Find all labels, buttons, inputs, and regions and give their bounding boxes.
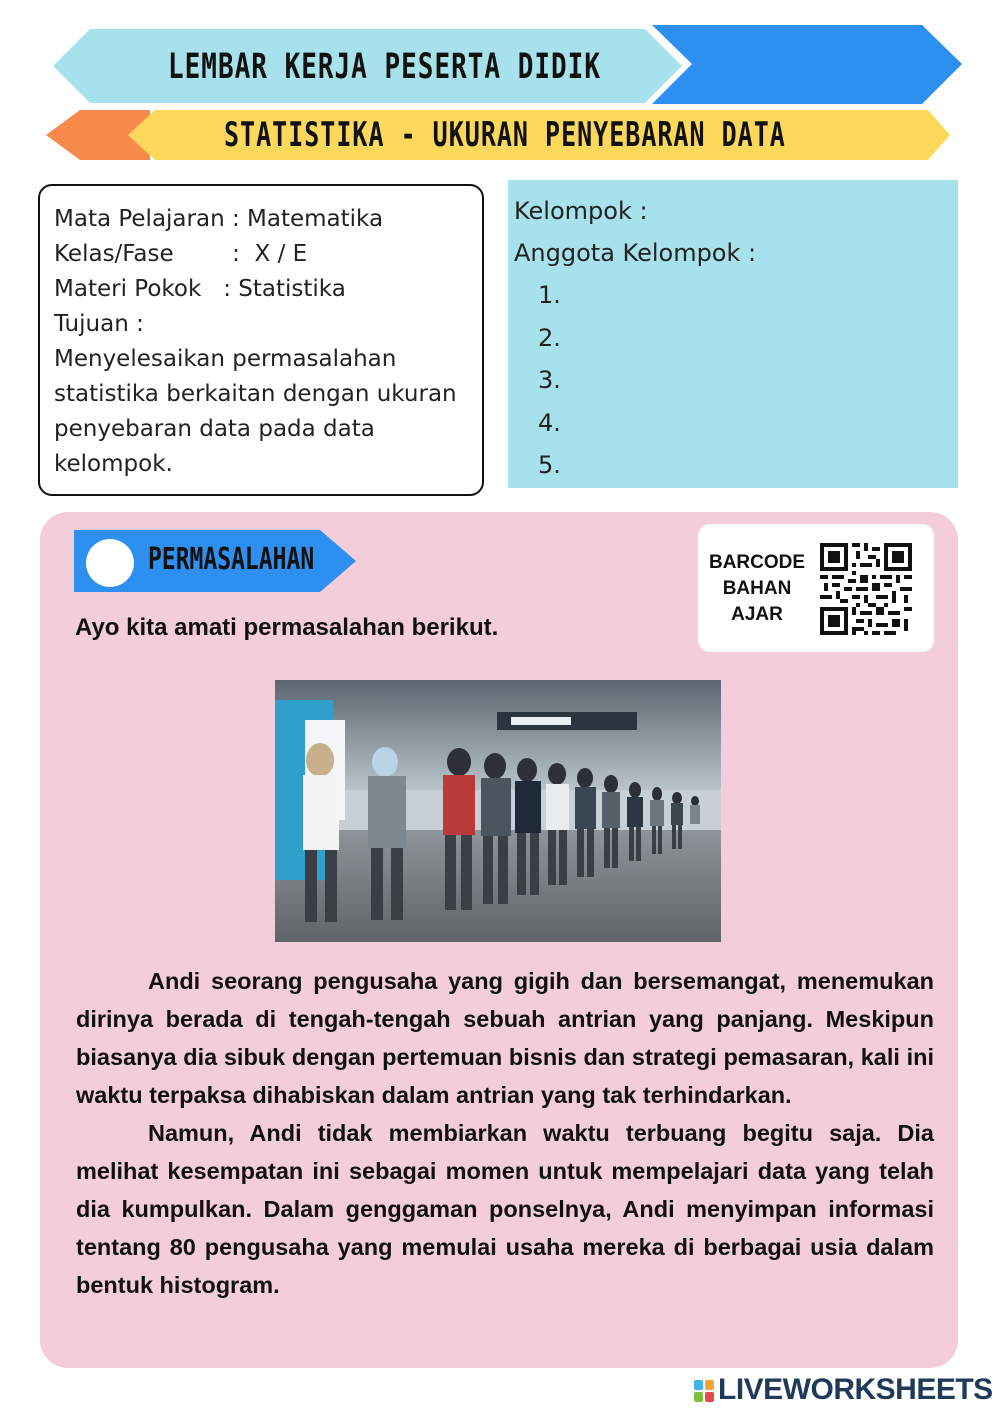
- qr-code-icon[interactable]: [820, 543, 912, 635]
- group-member-2: 2.: [538, 323, 561, 352]
- story-paragraph-2: Namun, Andi tidak membiarkan waktu terbuang begitu saja. Dia melihat kesempatan ini sebagai momen untuk mempelajari data yang telah dia kumpulkan. Dalam genggaman ponselnya, Andi menyimpan informasi tentang 80 pengusaha yang memulai usaha mereka di berbagai usia dalam bentuk histogram.: [76, 1120, 934, 1298]
- lesson-info-box: [38, 184, 484, 496]
- queue-photo: [275, 680, 721, 942]
- barcode-label-line-1: BARCODE: [708, 552, 806, 573]
- footer-brand[interactable]: [694, 1373, 993, 1407]
- group-member-4: 4.: [538, 408, 561, 437]
- group-box: [508, 180, 958, 488]
- group-name-label: Kelompok :: [514, 197, 648, 225]
- title-banner-blue-arrow: [652, 25, 962, 104]
- group-members-label: Anggota Kelompok :: [514, 239, 757, 267]
- goal-label: Tujuan :: [54, 311, 144, 337]
- group-member-list: [514, 274, 952, 487]
- liveworksheets-logo-icon: [694, 1380, 714, 1402]
- group-member-1: 1.: [538, 281, 561, 309]
- story-text: [76, 962, 934, 1304]
- class-line: Kelas/Fase : X / E: [54, 241, 308, 267]
- group-member-3: 3.: [538, 366, 561, 394]
- barcode-label-line-2: BAHAN: [722, 578, 792, 599]
- barcode-label: [706, 550, 808, 628]
- story-paragraph-1: Andi seorang pengusaha yang gigih dan bersemangat, menemukan dirinya berada di tengah-tengah sebuah antrian yang panjang. Meskipun biasanya dia sibuk dengan pertemuan bisnis dan strategi pemasaran, kali ini waktu terpaksa dihabiskan dalam antrian yang tak terhindarkan.: [76, 968, 934, 1108]
- page-subtitle: STATISTIKA - UKURAN PENYEBARAN DATA: [224, 114, 786, 155]
- topic-line: Materi Pokok : Statistika: [54, 276, 346, 302]
- footer-brand-text: LIVEWORKSHEETS: [718, 1373, 993, 1406]
- group-member-5: 5.: [538, 451, 561, 479]
- page-title: LEMBAR KERJA PESERTA DIDIK: [168, 46, 601, 88]
- subject-line: Mata Pelajaran : Matematika: [54, 206, 384, 232]
- barcode-label-line-3: AJAR: [731, 604, 783, 625]
- problem-intro: Ayo kita amati permasalahan berikut.: [75, 614, 499, 641]
- goal-text: Menyelesaikan permasalahan statistika berkaitan dengan ukuran penyebaran data pada data kelompok.: [54, 346, 457, 477]
- section-circle-icon: [86, 539, 134, 587]
- section-label: PERMASALAHAN: [148, 543, 315, 577]
